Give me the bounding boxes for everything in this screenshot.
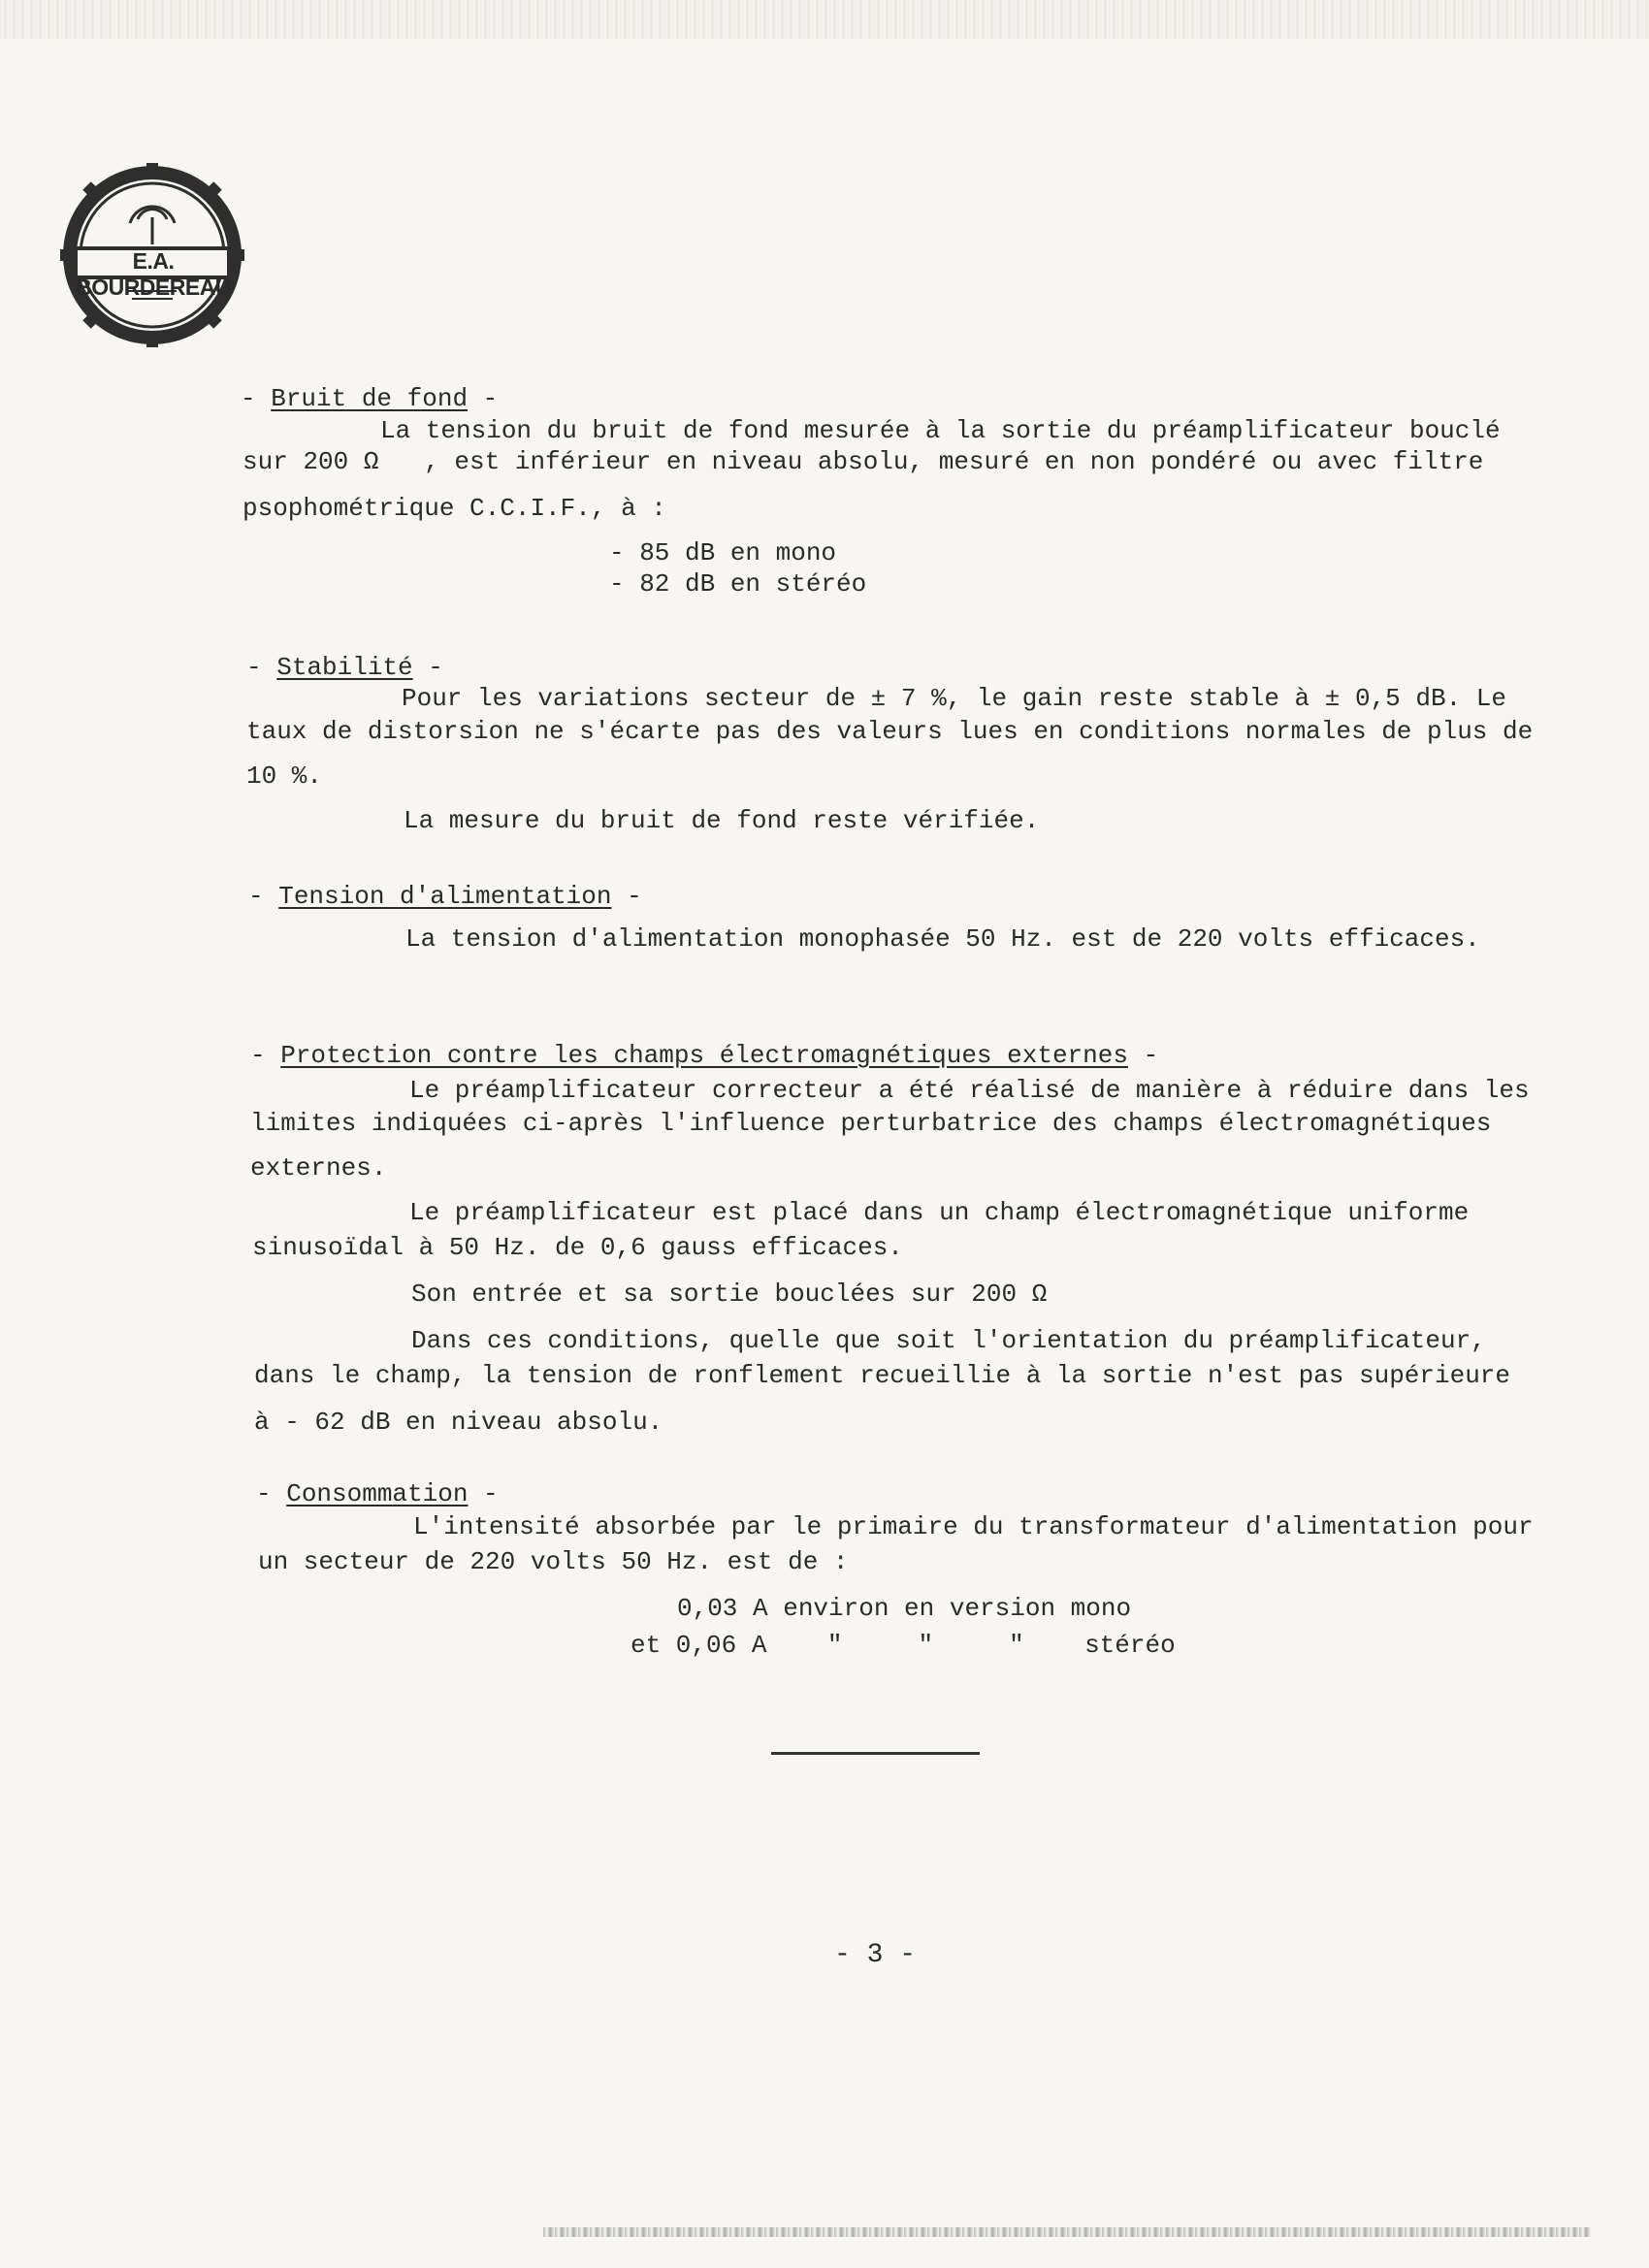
section-title-bruit: Bruit de fond bbox=[271, 384, 469, 413]
section-heading-tension: - Tension d'alimentation - bbox=[248, 882, 642, 911]
paragraph-line: La mesure du bruit de fond reste vérifiée. bbox=[404, 806, 1040, 835]
paragraph-line: limites indiquées ci-après l'influence perturbatrice des champs électromagnétiques bbox=[250, 1109, 1492, 1138]
paragraph-line: à - 62 dB en niveau absolu. bbox=[254, 1408, 663, 1437]
paragraph-line: et 0,06 A " " " stéréo bbox=[630, 1631, 1176, 1660]
section-heading-consommation: - Consommation - bbox=[256, 1479, 499, 1508]
paragraph-line: Pour les variations secteur de ± 7 %, le gain reste stable à ± 0,5 dB. Le bbox=[402, 684, 1506, 713]
paragraph-line: Son entrée et sa sortie bouclées sur 200 Ω bbox=[411, 1280, 1048, 1309]
paragraph-line: psophométrique C.C.I.F., à : bbox=[242, 494, 666, 523]
paragraph-line: Dans ces conditions, quelle que soit l'orientation du préamplificateur, bbox=[411, 1326, 1486, 1355]
paragraph-line: 0,03 A environ en version mono bbox=[677, 1594, 1132, 1623]
section-heading-bruit: - Bruit de fond - bbox=[241, 384, 499, 413]
paragraph-line: sinusoïdal à 50 Hz. de 0,6 gauss efficaces. bbox=[252, 1233, 903, 1262]
paragraph-line: sur 200 Ω , est inférieur en niveau absolu, mesuré en non pondéré ou avec filtre bbox=[242, 447, 1484, 476]
paragraph-line: L'intensité absorbée par le primaire du transformateur d'alimentation pour bbox=[413, 1512, 1534, 1541]
list-item: - 85 dB en mono bbox=[609, 538, 837, 567]
section-title-protection: Protection contre les champs électromagnétiques externes bbox=[280, 1041, 1128, 1070]
section-title-consommation: Consommation bbox=[286, 1479, 469, 1508]
scan-noise-top bbox=[0, 0, 1649, 39]
stamp-company-name: E.A. BOURDEREAU bbox=[76, 248, 231, 300]
section-title-stabilite: Stabilité bbox=[276, 653, 413, 682]
paragraph-line: un secteur de 220 volts 50 Hz. est de : bbox=[258, 1547, 849, 1576]
paragraph-line: dans le champ, la tension de ronflement recueillie à la sortie n'est pas supérieure bbox=[254, 1361, 1511, 1390]
end-rule bbox=[771, 1752, 980, 1755]
section-title-tension: Tension d'alimentation bbox=[278, 882, 612, 911]
section-heading-stabilite: - Stabilité - bbox=[246, 653, 443, 682]
paragraph-line: Le préamplificateur correcteur a été réalisé de manière à réduire dans les bbox=[409, 1076, 1530, 1105]
paragraph-line: Le préamplificateur est placé dans un champ électromagnétique uniforme bbox=[409, 1198, 1470, 1227]
scan-noise-bottom bbox=[543, 2227, 1591, 2237]
page-number: - 3 - bbox=[834, 1940, 917, 1970]
list-item: - 82 dB en stéréo bbox=[609, 569, 867, 599]
paragraph-line: 10 %. bbox=[246, 761, 323, 791]
paragraph-line: taux de distorsion ne s'écarte pas des valeurs lues en conditions normales de plus de bbox=[246, 717, 1534, 746]
paragraph-line: externes. bbox=[250, 1153, 387, 1183]
paragraph-line: La tension du bruit de fond mesurée à la sortie du préamplificateur bouclé bbox=[380, 416, 1501, 445]
paragraph-line: La tension d'alimentation monophasée 50 Hz. est de 220 volts efficaces. bbox=[405, 924, 1480, 954]
section-heading-protection: - Protection contre les champs électromagnétiques externes - bbox=[250, 1041, 1159, 1070]
